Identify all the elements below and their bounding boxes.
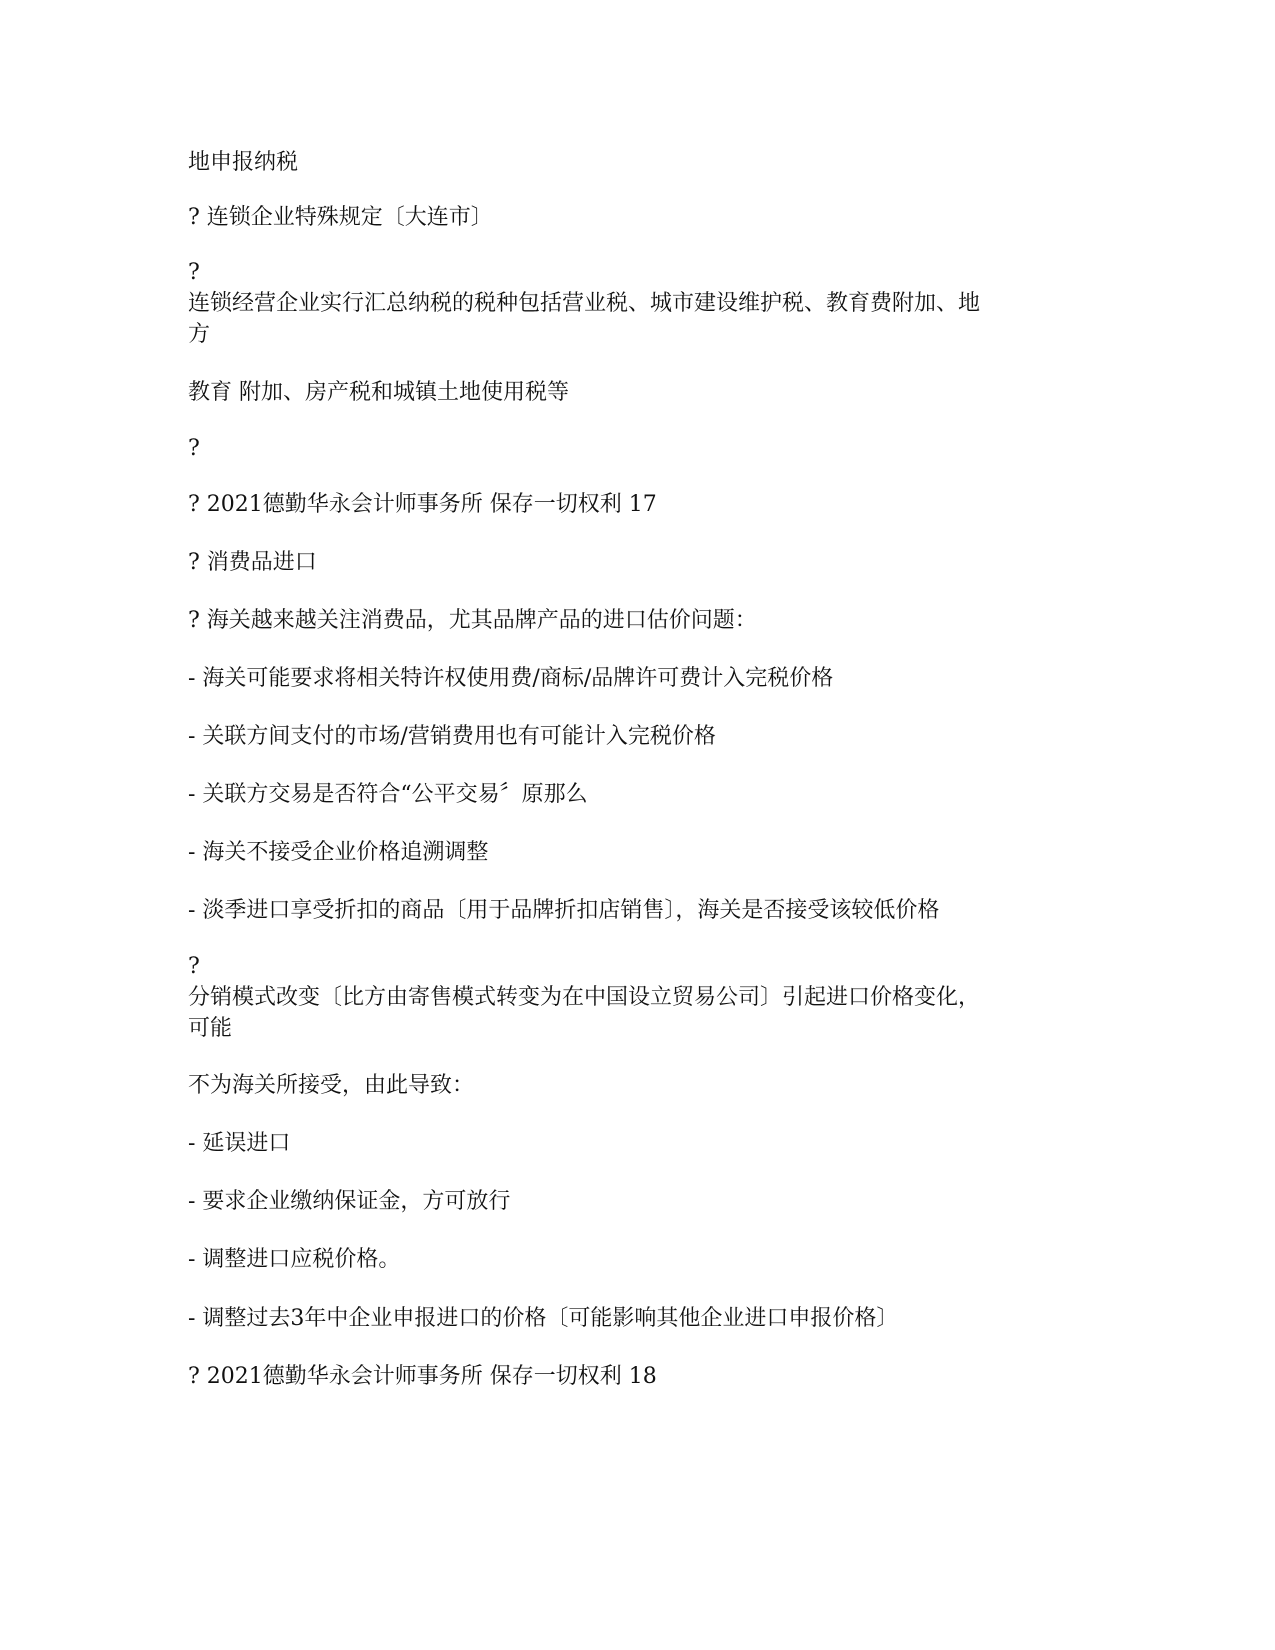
text-line: 分销模式改变〔比方由寄售模式转变为在中国设立贸易公司〕引起进口价格变化， <box>188 985 981 1010</box>
list-item: - 海关不接受企业价格追溯调整 <box>188 840 489 865</box>
text-line: 教育 附加、房产税和城镇土地使用税等 <box>188 380 569 405</box>
text-line: 方 <box>188 322 211 347</box>
text-line: 可能 <box>188 1016 233 1041</box>
text-line: 连锁经营企业实行汇总纳税的税种包括营业税、城市建设维护税、教育费附加、地 <box>188 291 981 316</box>
text-line: 地申报纳税 <box>188 150 299 175</box>
list-item: - 调整过去3年中企业申报进口的价格〔可能影响其他企业进口申报价格〕 <box>188 1306 899 1331</box>
list-item: - 要求企业缴纳保证金，方可放行 <box>188 1189 511 1214</box>
text-line: ? <box>188 260 200 285</box>
list-item: - 淡季进口享受折扣的商品〔用于品牌折扣店销售〕，海关是否接受该较低价格 <box>188 898 940 923</box>
list-item: - 海关可能要求将相关特许权使用费/商标/品牌许可费计入完税价格 <box>188 666 834 691</box>
text-line: ? 海关越来越关注消费品，尤其品牌产品的进口估价问题： <box>188 608 757 633</box>
list-item: - 调整进口应税价格。 <box>188 1247 401 1272</box>
list-item: - 延误进口 <box>188 1131 291 1156</box>
text-line: 不为海关所接受，由此导致： <box>188 1073 475 1098</box>
text-line: ? 连锁企业特殊规定〔大连市〕 <box>188 205 493 230</box>
footer-copyright: ? 2021德勤华永会计师事务所 保存一切权利 17 <box>188 492 657 517</box>
footer-copyright: ? 2021德勤华永会计师事务所 保存一切权利 18 <box>188 1364 657 1389</box>
text-line: ? <box>188 954 200 979</box>
text-line: ? <box>188 436 200 461</box>
list-item: - 关联方交易是否符合“公平交易〞原那么 <box>188 782 588 807</box>
list-item: - 关联方间支付的市场/营销费用也有可能计入完税价格 <box>188 724 716 749</box>
section-heading: ? 消费品进口 <box>188 550 317 575</box>
